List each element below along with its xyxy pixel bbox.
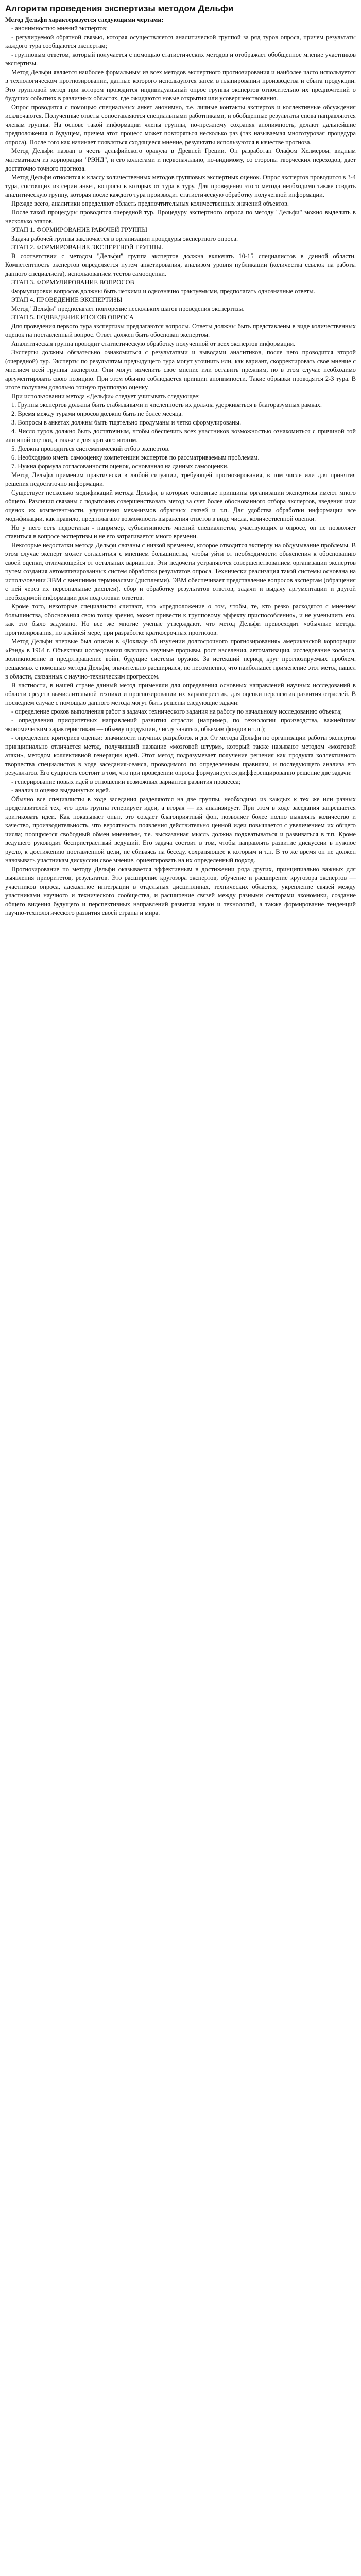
- stage-1-heading: ЭТАП 1. ФОРМИРОВАНИЕ РАБОЧЕЙ ГРУППЫ: [11, 226, 148, 233]
- stage-4-heading: ЭТАП 4. ПРОВЕДЕНИЕ ЭКСПЕРТИЗЫ: [11, 296, 123, 303]
- brainstorm-task-2: - анализ и оценка выдвинутых идей.: [11, 787, 110, 794]
- paragraph-modifications: Существует несколько модификаций метода Дельфи, в которых основные принципы организации экспертизы имеют много общего. Различия связаны с подытожив совершенствовать метод за счет более обоснованного отбора экспертов, введения ими оценок их компетентности, улучшения механизмов обратных связей и т.п. Для удобства обработки информации все модификации, как правило, предполагают возможность выражения ответов в виде числа, количественной оценки.: [5, 489, 356, 522]
- paragraph-survey: Опрос проводится с помощью специальных анкет анонимно, т.е. личные контакты экспертов и коллективные обсуждения исключаются. Полученные ответы сопоставляются специальными работниками, и обобщенные результаты снова направляются членам группы. На основе такой информации члены группы, по-прежнему сохраняя анонимность, делают дальнейшие предположения о будущем, причем этот процесс может повторяться несколько раз (так называемая многотуровая процедура опроса). После того как начинает появляться сходящееся мнение, результаты используются в качестве прогноза.: [5, 104, 356, 146]
- paragraph-feature-1: - анонимностью мнений экспертов;: [11, 25, 108, 32]
- task-1: - определение сроков выполнения работ в задачах технического задания на работу по начальному исследованию объекта;: [11, 708, 342, 715]
- consideration-2: 2. Время между турами опросов должно быть не более месяца.: [11, 410, 183, 417]
- paragraph-domestic-use: В частности, в нашей стране данный метод применяли для определения основных направлений научных исследований в области средств вычислительной техники и прогнозировании их характеристик, для оценки перспектив развития отраслей. В последнем случае с помощью данного метода могут быть решены следующие задачи:: [5, 682, 356, 706]
- consideration-4: 4. Число туров должно быть достаточным, чтобы обеспечить всех участников возможностью ознакомиться с причиной той или иной оценки, а также и для краткого итогом.: [5, 428, 356, 444]
- paragraph-intro: Метод Дельфи характеризуется следующими чертами:: [5, 16, 164, 23]
- paragraph-applicability: Метод Дельфи применим практически в любой ситуации, требующей прогнозирования, в том числе или для принятия решения недостаточно информации.: [5, 471, 356, 487]
- task-2: - определения приоритетных направлений развития отрасли (например, по технологии производства, важнейшим экономическим характеристикам — объему продукции, числу занятых, объемам фондов и т.п.);: [5, 717, 356, 733]
- task-3: - определение критериев оценки: значимости научных разработок и др. От метода Дельфи по организации работы экспертов принципиально отличается метод, получивший название «мозговой штурм», который также называют методом «мозговой атаки», методом коллективной генерации идей. Этот метод подразумевает получение решения как продукта коллективного творчества специалистов в ходе заседания-сеанса, проводимого по определенным правилам, и последующего анализа его результатов. Его сущность состоит в том, что при проведении опроса формулируется дифференцированно решение две задачи:: [5, 734, 356, 776]
- paragraph-automation: Некоторые недостатки метода Дельфи связаны с низкой временем, которое отводится эксперту на обдумывание проблемы. В этом случае эксперт может согласиться с мнением большинства, чтобы уйти от необходимости объяснения к обоснованию своей оценки, отличающейся от остальных вариантов. Эти недочеты устраняются совершенствованием организации экспертов путем создания автоматизированных систем обработки результатов опроса. Технически реализация такой системы основана на использовании ЭВМ с внешними терминалами (дисплеями). ЭВМ обеспечивает представление вопросов экспертам (обращения с ней через их персональные дисплеи), сбор и обработку результатов ответов, задачи и выдачу аргументации и другой необходимой информации для подготовки ответов.: [5, 541, 356, 601]
- paragraph-brainstorm-groups: Обычно все специалисты в ходе заседания разделяются на две группы, необходимо из каждых к тех же или разных представителей тех, что цель группа генерирует идеи, а вторая — их анализирует. При этом в ходе заседания запрещается критиковать идеи. Как показывает опыт, это создает благоприятный фон, позволяет более полно выявлять количество и качество, производительность, что вероятность появления действительно ценной идеи повышается с увеличением их общего числа; поощряется свободный обмен мнениями, т.е. высказанная мысль должна подхватываться и развиваться в т.п. Кроме ведущего руководит беспристрастный ведущий. Его задача состоит в том, чтобы направлять развитие дискуссии в нужное русло, к достижению поставленной цели, не сбиваясь на беседу, сохраняющее к которым и т.п. В то же время он не должен навязывать участникам дискуссии свое мнение, ориентировать на их определенный подход.: [5, 795, 356, 864]
- paragraph-drawbacks: Но у него есть недостатки - например, субъективность мнений специалистов, участвующих в опросе, он не позволяет ставиться в вопросе экспертизы и не его затрагивается много времени.: [5, 524, 356, 540]
- stage-2-heading: ЭТАП 2. ФОРМИРОВАНИЕ ЭКСПЕРТНОЙ ГРУППЫ.: [11, 244, 164, 251]
- document-page: [0, 0, 361, 920]
- paragraph-stages: После такой процедуры проводится очередной тур. Процедуру экспертного опроса по методу "Дельфи" можно выделить в несколько этапов.: [5, 209, 356, 225]
- consideration-6: 6. Необходимо иметь самооценку компетенции экспертов по рассматриваемым проблемам.: [11, 454, 260, 461]
- stage-3-heading: ЭТАП 3. ФОРМУЛИРОВАНИЕ ВОПРОСОВ: [11, 279, 134, 286]
- paragraph-conclusion: Прогнозирование по методу Дельфи оказывается эффективным в достижении ряда других, принципиально важных для выявления приоритетов, результатов. Это расширение кругозора экспертов, обучение и расширение кругозора экспертов — участников опроса, адекватное интеграции в отдельных дисциплинах, технических областях, укрепление связей между участниками научного и технического сообщества, и расширение связей между разными секторами экономики, создание общего видения будущего и перспективных направлений развития науки и технологий, а также формирование тенденций научно-технологического развития своей страны и мира.: [5, 866, 356, 917]
- consideration-1: 1. Группы экспертов должны быть стабильными и численность их должна удерживаться в благоразумных рамках.: [11, 401, 322, 409]
- paragraph-history: Метод Дельфи впервые был описан в «Докладе об изучении долгосрочного прогнозирования» американской корпорации «Рэнд» в 1964 г. Объектами исследования являлись научные прорывы, рост населения, автоматизация, исследование космоса, возникновение и предотвращение войн, будущие системы оружия. За истекший период круг прогнозируемых проблем, решаемых с помощью метода Дельфи, значительно расширился, но несомненно, что наибольшее применение этот метод нашел в области, связанных с научно-техническим прогрессом.: [5, 638, 356, 680]
- paragraph-class: Метод Дельфи относится к классу количественных методов групповых экспертных оценок. Опрос экспертов проводится в 3-4 тура, состоящих из серии анкет, вопросы в которых от тура к туру. Для проведения этого метода необходимо также создать аналитическую группу, которая после каждого тура производит статистическую обработку полученной информации.: [5, 174, 356, 198]
- paragraph-feature-2: - регулируемой обратной связью, которая осуществляется аналитической группой за ряд туров опроса, причем результаты каждого тура сообщаются экспертам;: [5, 33, 356, 49]
- paragraph-criticism: Кроме того, некоторые специалисты считают, что «предположение о том, чтобы, те, кто резко расходятся с мнением большинства, обоснования свою точку зрения, может привести к групповому эффекту приспособления», и не уменьшить его, как это было задумано. Но все же многие ученые утверждают, что метод Дельфи превосходит «обычные методы прогнозирования, по крайней мере, при разработке краткосрочных прогнозов.: [5, 603, 356, 636]
- paragraph-first-round: Для проведения первого тура экспертизы предлагаются вопросы. Ответы должны быть представлены в виде количественных оценок на поставленный вопрос. Ответ должен быть обоснован экспертом.: [5, 323, 356, 338]
- stage-4-text: Метод "Дельфи" предполагает повторение нескольких шагов проведения экспертизы.: [11, 305, 245, 312]
- paragraph-definition: Метод Дельфи является наиболее формальным из всех методов экспертного прогнозирования и наиболее часто используется в технологическом прогнозировании, данные которого используются затем в планировании производства и сбыта продукции. Это групповой метод при котором проводится индивидуальный опрос группы экспертов относительно их предпочтений о будущих событиях в различных областях, где ожидаются новые открытия или усовершенствования.: [5, 69, 356, 102]
- paragraph-origin: Метод Дельфи назван в честь дельфийского оракула в Древней Греции. Он разработан Олафом Хелмером, видным математиком из корпорации "РЭНД", и его коллегами и первоначально, по-видимому, со стороны творческих переходов, дает достаточно точного прогноза.: [5, 147, 356, 172]
- paragraph-considerations: При использовании метода «Дельфи» следует учитывать следующее:: [11, 393, 200, 400]
- consideration-7: 7. Нужна формула согласованности оценок, основанная на данных самооценки.: [11, 463, 229, 470]
- paragraph-second-round: Эксперты должны обязательно ознакомиться с результатами и выводами аналитиков, после чего проводится второй (очередной) тур. Эксперты по результатам предыдущего тура могут уточнить или, как вариант, скорректировать свое мнение с мнением всей группы экспертов. Они могут изменить свое мнение или оставить прежним, но в этом случае необходимо аргументировать свою позицию. При этом обычно соблюдается принцип анонимности. Такие обрывки проводятся 2-3 тура. В итоге получаем довольно точную групповую оценку.: [5, 349, 356, 391]
- consideration-5: 5. Должна проводиться систематический отбор экспертов.: [11, 445, 170, 452]
- paragraph-analysts: Прежде всего, аналитики определяют область предпочтительных количественных значений объектов.: [11, 200, 289, 207]
- paragraph-statistics: Аналитическая группа проводит статистическую обработку полученной от всех экспертов информации.: [11, 340, 296, 347]
- stage-3-text: Формулировки вопросов должны быть четкими и однозначно трактуемыми, предполагать однозначные ответы.: [11, 287, 315, 295]
- stage-2-text: В соответствии с методом "Дельфи" группа экспертов должна включать 10-15 специалистов в данной области. Компетентность экспертов определяется путем анкетирования, анализом уровня публикации (количества ссылок на работы данного специалиста), использованием тестов самооценки.: [5, 252, 356, 277]
- paragraph-feature-3: - групповым ответом, который получается с помощью статистических методов и отображает обобщенное мнение участников экспертизы.: [5, 51, 356, 67]
- stage-5-heading: ЭТАП 5. ПОДВЕДЕНИЕ ИТОГОВ ОПРОСА: [11, 314, 134, 321]
- stage-1-text: Задача рабочей группы заключается в организации процедуры экспертного опроса.: [11, 235, 238, 242]
- consideration-3: 3. Вопросы в анкетах должны быть тщательно продуманы и четко сформулированы.: [11, 419, 242, 426]
- document-title: Алгоритм проведения экспертизы методом Дельфи: [5, 4, 234, 13]
- brainstorm-task-1: - генерирование новых идей в отношении возможных вариантов развития процесса;: [11, 778, 240, 785]
